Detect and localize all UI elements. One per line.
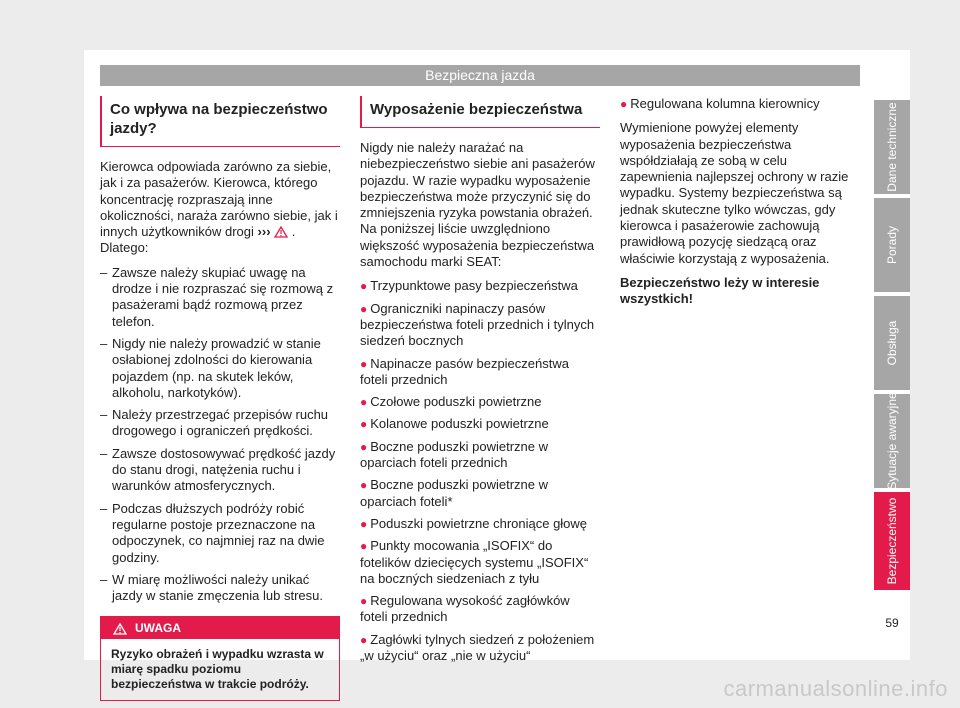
list-item: ● Poduszki powietrzne chroniące głowę: [360, 515, 588, 531]
bullet-icon: ●: [360, 632, 368, 647]
bullet-icon: ●: [620, 97, 628, 111]
bullet-list: [360, 278, 600, 664]
page-number: 59: [885, 616, 899, 630]
list-item: ● Boczne poduszki powietrzne w oparciach foteli przednich: [360, 438, 549, 471]
bullet-icon: ●: [360, 356, 368, 371]
tab-porady[interactable]: Porady: [874, 198, 910, 292]
warning-text: Ryzyko obrażeń i wypadku wzrasta w miarę spadku poziomu bezpieczeństwa w trakcie podróży.: [111, 647, 324, 692]
bullet-icon: ●: [360, 516, 368, 531]
bullet-icon: ●: [360, 439, 368, 454]
list-item: – W miarę możliwości należy unikać jazdy w stanie zmęczenia lub stresu.: [100, 572, 340, 605]
body-paragraph: Wymienione powyżej elementy wyposażenia bezpieczeństwa współdziałają ze sobą w celu zapewnienia najlepszej ochrony w razie wypadku. Systemy bezpieczeństwa są jednak skuteczne tylko wówczas, gdy kierowca i pasażerowie zachowują prawidłową pozycję siedzącą oraz właściwie korzystają z wyposażenia.: [620, 120, 849, 266]
bullet-icon: ●: [360, 279, 368, 294]
dash-list: [100, 265, 340, 605]
list-item: – Należy przestrzegać przepisów ruchu drogowego i ograniczeń prędkości.: [100, 407, 340, 440]
warning-box: [100, 616, 340, 701]
tab-dane-techniczne[interactable]: Dane techniczne: [874, 100, 910, 194]
bullet-icon: ●: [360, 395, 368, 410]
list-item: ● Regulowana kolumna kierownicy: [620, 96, 820, 111]
list-item: ● Kolanowe poduszki powietrzne: [360, 416, 549, 432]
warning-title: UWAGA: [135, 621, 181, 636]
warning-triangle-icon: [274, 226, 288, 238]
watermark: carmanualsonline.info: [723, 676, 948, 701]
column-left: [100, 96, 340, 701]
list-item: ● Boczne poduszki powietrzne w oparciach foteli*: [360, 477, 549, 509]
warning-triangle-icon: [113, 623, 127, 635]
list-item: ● Napinacze pasów bezpieczeństwa foteli przednich: [360, 355, 569, 387]
section-title-bar: Bezpieczna jazda: [100, 65, 860, 86]
list-item: ● Trzypunktowe pasy bezpieczeństwa: [360, 278, 578, 294]
bullet-icon: ●: [360, 539, 368, 554]
tab-sytuacje-awaryjne[interactable]: Sytuacje awaryjne: [874, 394, 910, 488]
list-item: ● Czołowe poduszki powietrzne: [360, 394, 542, 410]
arrows-glyph: ›››: [257, 224, 271, 240]
bullet-icon: ●: [360, 478, 368, 493]
list-item: ● Punkty mocowania „ISOFIX“ do fotelików dziecięcych systemu „ISOFIX“ na boczných siedzeniach z tyłu: [360, 538, 589, 586]
bullet-icon: ●: [360, 301, 368, 316]
bullet-icon: ●: [360, 417, 368, 432]
section-heading: Co wpływa na bezpieczeństwo jazdy?: [100, 96, 340, 147]
list-item: – Zawsze dostosowywać prędkość jazdy do stanu drogi, natężenia ruchu i warunków atmosferycznych.: [100, 446, 340, 495]
column-right: [620, 96, 860, 316]
list-item: – Nigdy nie należy prowadzić w stanie osłabionej zdolności do kierowania pojazdem (np. na skutek leków, alkoholu, narkotyków).: [100, 336, 340, 401]
intro-paragraph: Nigdy nie należy narażać na niebezpieczeństwo siebie ani pasażerów pojazdu. W razie wypadku wyposażenie bezpieczeństwa może przyczynić się do zmniejszenia ryzyka powstania obrażeń. Na poniższej liście uwzględniono większość wyposażenia bezpieczeństwa samochodu marki SEAT:: [360, 140, 595, 270]
intro-paragraph: Kierowca odpowiada zarówno za siebie, jak i za pasażerów. Kierowca, którego koncentrację rozpraszają inne okoliczności, naraża zarówno siebie, jak i innych użytkowników drogi ››› . Dlatego:: [100, 159, 338, 256]
tab-bezpieczenstwo[interactable]: Bezpieczeństwo: [874, 492, 910, 590]
warning-header: [101, 617, 339, 639]
section-heading: Wyposażenie bezpieczeństwa: [360, 96, 600, 128]
bullet-icon: ●: [360, 594, 368, 609]
list-item: ● Regulowana wysokość zagłówków foteli przednich: [360, 593, 570, 625]
list-item: ● Ograniczniki napinaczy pasów bezpieczeństwa foteli przednich i tylnych siedzeń bocznych: [360, 300, 595, 349]
list-item: – Zawsze należy skupiać uwagę na drodze i nie rozpraszać się rozmową z pasażerami bądź rozmową przez telefon.: [100, 265, 340, 330]
column-middle: [360, 96, 600, 670]
list-item: – Podczas dłuższych podróży robić regularne postoje przeznaczone na odpoczynek, co najmniej raz na dwie godziny.: [100, 501, 340, 566]
list-item: ● Zagłówki tylnych siedzeń z położeniem „w użyciu“ oraz „nie w użyciu“: [360, 631, 595, 664]
emphasis-paragraph: Bezpieczeństwo leży w interesie wszystkich!: [620, 274, 820, 307]
tab-obsluga[interactable]: Obsługa: [874, 296, 910, 390]
